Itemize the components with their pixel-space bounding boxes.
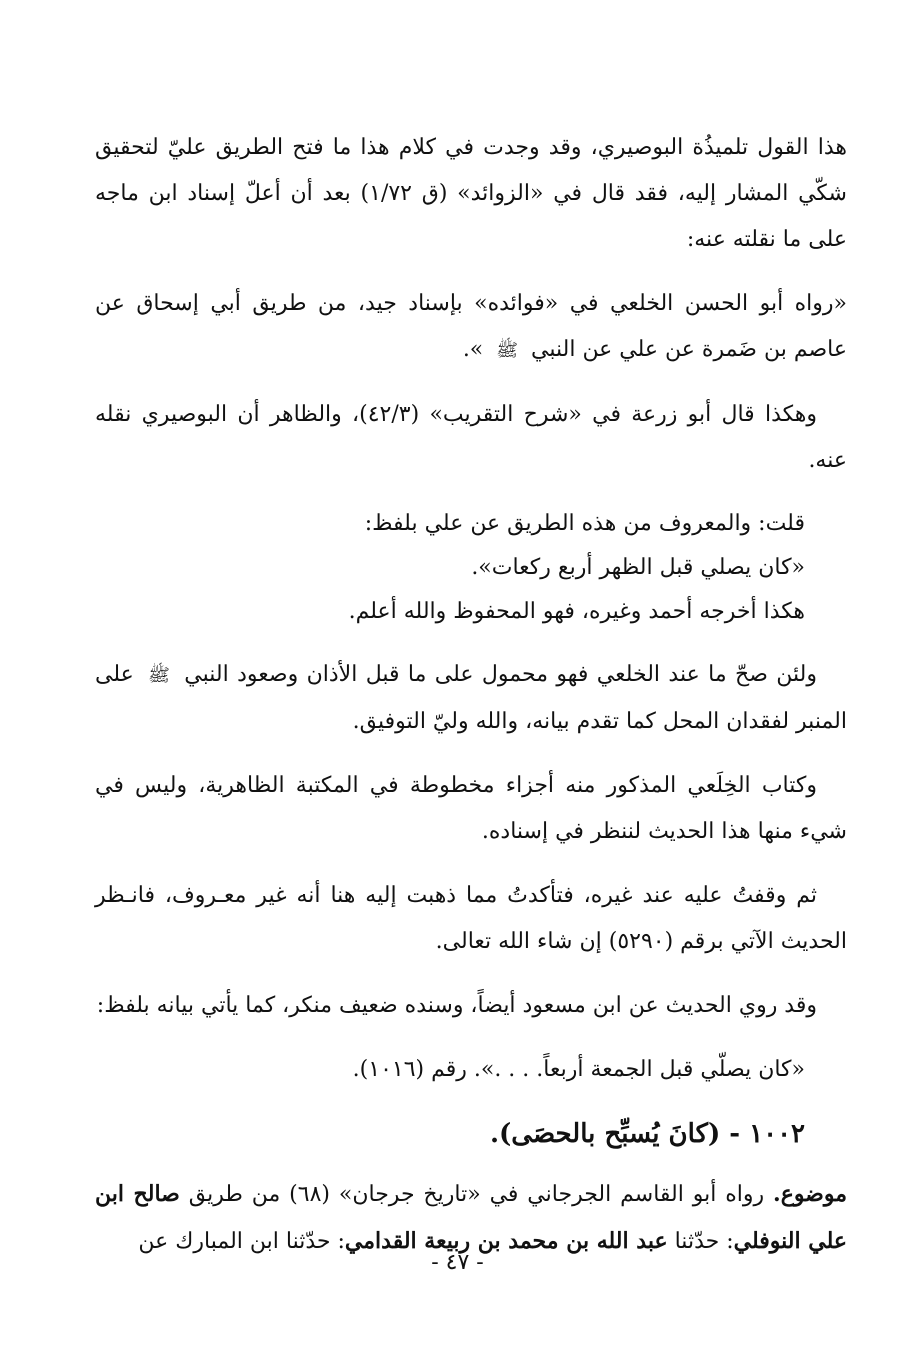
paragraph-3 (95, 392, 847, 484)
paragraph-5-text: وكتاب الخِلَعي المذكور منه أجزاء مخطوطة في المكتبة الظاهرية، وليس في شيء منها هذا الحديث لننظر في إسناده. (95, 773, 847, 844)
quote-line-2: «كان يصلي قبل الظهر أربع ركعات». (471, 555, 805, 580)
paragraph-1-text: هذا القول تلميذُة البوصيري، وقد وجدت في كلام هذا ما فتح الطريق عليّ لتحقيق شكّي المشار إليه، فقد قال في «الزوائد» (ق ١/٧٢) بعد أن أعلّ إسناد ابن ماجه على ما نقلته عنه: (95, 135, 847, 252)
page-number: - ٤٧ - (431, 1250, 484, 1275)
hadith-heading (95, 1109, 847, 1159)
hadith-heading-text: ١٠٠٢ - (كانَ يُسبِّح بالحصَى). (489, 1119, 805, 1149)
paragraph-6 (95, 873, 847, 965)
paragraph-8-text: «كان يصلّي قبل الجمعة أربعاً. . . .». رقم (١٠١٦). (352, 1057, 805, 1082)
honorific-icon: ﷺ (496, 340, 519, 361)
paragraph-9-mid: رواه أبو القاسم الجرجاني في «تاريخ جرجان» (٦٨) من طريق (179, 1182, 774, 1207)
paragraph-7-text: وقد روي الحديث عن ابن مسعود أيضاً، وسنده ضعيف منكر، كما يأتي بيانه بلفظ: (96, 993, 817, 1018)
paragraph-2-text: «رواه أبو الحسن الخلعي في «فوائده» بإسناد جيد، من طريق أبي إسحاق عن عاصم بن ضَمرة عن علي عن النبي (95, 291, 847, 362)
paragraph-1 (95, 125, 847, 263)
grading-label: موضوع. (773, 1181, 848, 1207)
narrator-name-2: عبد الله بن محمد بن ربيعة القدامي (344, 1228, 668, 1254)
paragraph-9-end: : حدّثنا ابن المبارك عن (138, 1229, 345, 1254)
paragraph-2-end: ». (462, 337, 484, 362)
paragraph-5 (95, 763, 847, 855)
paragraph-6-text: ثم وقفتُ عليه عند غيره، فتأكدتُ مما ذهبت إليه هنا أنه غير معـروف، فانـظر الحديث الآتي برقم (٥٢٩٠) إن شاء الله تعالى. (95, 883, 847, 954)
paragraph-4 (95, 652, 847, 745)
quote-line-3: هكذا أخرجه أحمد وغيره، فهو المحفوظ والله أعلم. (348, 599, 805, 624)
quote-line-1: قلت: والمعروف من هذه الطريق عن علي بلفظ: (364, 511, 805, 536)
page-body (95, 125, 847, 1283)
paragraph-4-start: ولئن صحّ ما عند الخلعي فهو محمول على ما قبل الأذان وصعود النبي (184, 662, 817, 687)
narrator-name-1: صالح ابن علي النوفلي (95, 1181, 847, 1254)
paragraph-2 (95, 281, 847, 374)
quote-block (95, 502, 847, 634)
paragraph-9-mid2: : حدّثنا (667, 1229, 734, 1254)
paragraph-7 (95, 983, 847, 1029)
paragraph-4-end: على المنبر لفقدان المحل كما تقدم بيانه، والله وليّ التوفيق. (95, 662, 847, 734)
paragraph-8 (95, 1047, 847, 1093)
paragraph-3-text: وهكذا قال أبو زرعة في «شرح التقريب» (٤٢/٣)، والظاهر أن البوصيري نقله عنه. (95, 402, 847, 473)
honorific-icon-2: ﷺ (148, 665, 170, 686)
